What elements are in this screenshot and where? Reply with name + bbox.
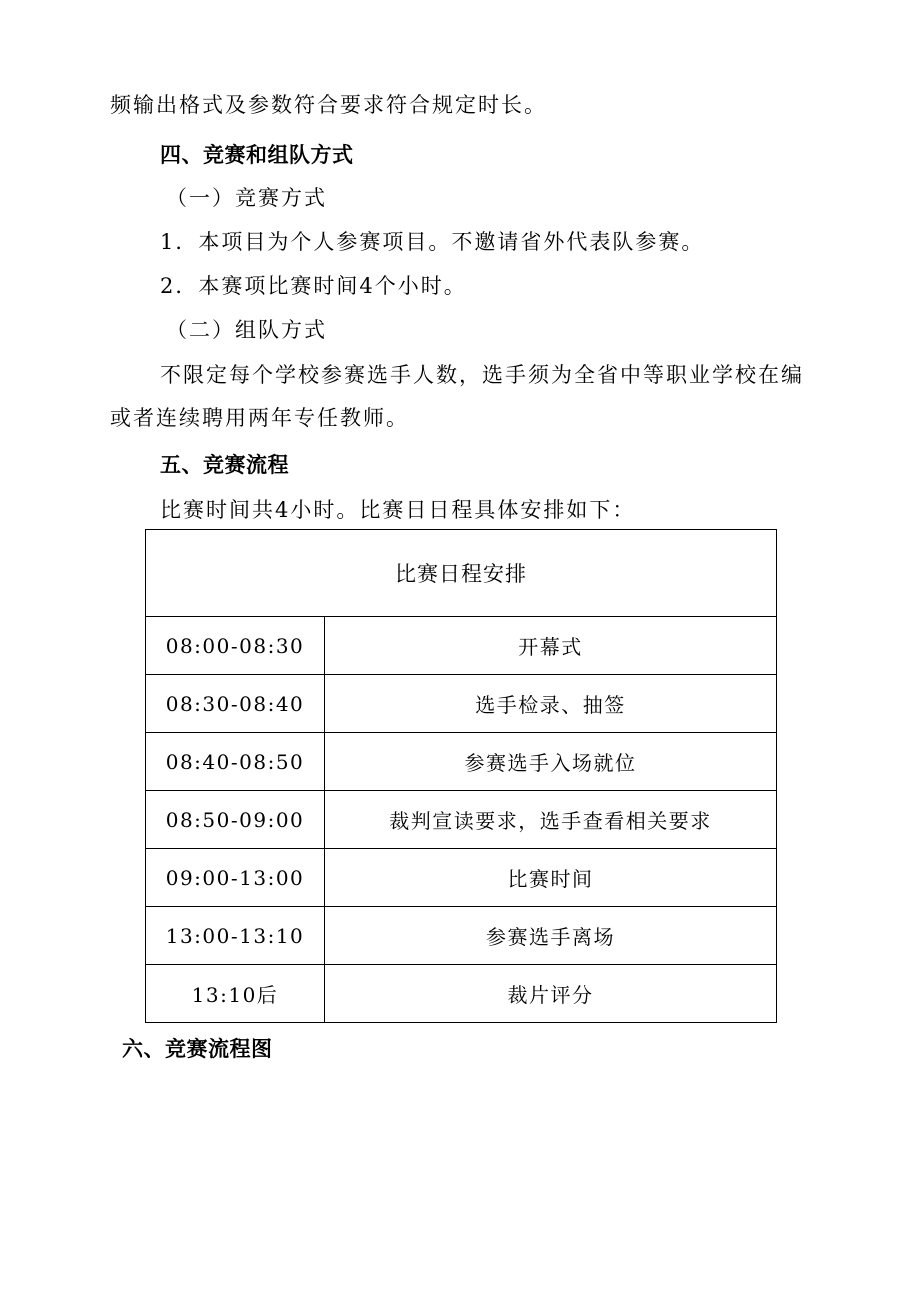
activity-cell: 比赛时间 [325,849,777,907]
team-paragraph-line-1: 不限定每个学校参赛选手人数，选手须为全省中等职业学校在编 [160,363,804,387]
table-row [146,733,777,791]
section-4-heading: 四、竞赛和组队方式 [160,143,354,167]
activity-cell: 参赛选手入场就位 [325,733,777,791]
table-row [146,907,777,965]
activity-cell: 选手检录、抽签 [325,675,777,733]
team-paragraph-line-2: 或者连续聘用两年专任教师。 [110,406,409,430]
time-cell: 08:30-08:40 [146,675,325,733]
table-row [146,791,777,849]
activity-cell: 开幕式 [325,617,777,675]
paragraph-continuation: 频输出格式及参数符合要求符合规定时长。 [110,93,547,117]
table-row [146,617,777,675]
time-cell: 08:50-09:00 [146,791,325,849]
table-title: 比赛日程安排 [146,530,777,617]
time-cell: 08:00-08:30 [146,617,325,675]
activity-cell: 参赛选手离场 [325,907,777,965]
subsection-1-heading: （一）竞赛方式 [166,186,327,210]
section-6-heading: 六、竞赛流程图 [122,1037,273,1061]
time-cell: 13:00-13:10 [146,907,325,965]
list-item-2: 2．本赛项比赛时间4个小时。 [160,274,467,298]
table-row [146,849,777,907]
table-title-row [146,530,777,617]
activity-cell: 裁片评分 [325,965,777,1023]
subsection-2-heading: （二）组队方式 [166,318,327,342]
activity-cell: 裁判宣读要求，选手查看相关要求 [325,791,777,849]
table-row [146,965,777,1023]
table-row [146,675,777,733]
schedule-intro: 比赛时间共4小时。比赛日日程具体安排如下： [160,498,636,522]
time-cell: 09:00-13:00 [146,849,325,907]
schedule-table [145,529,777,1023]
time-cell: 08:40-08:50 [146,733,325,791]
section-5-heading: 五、竞赛流程 [160,453,289,477]
time-cell: 13:10后 [146,965,325,1023]
list-item-1: 1．本项目为个人参赛项目。不邀请省外代表队参赛。 [160,230,705,254]
